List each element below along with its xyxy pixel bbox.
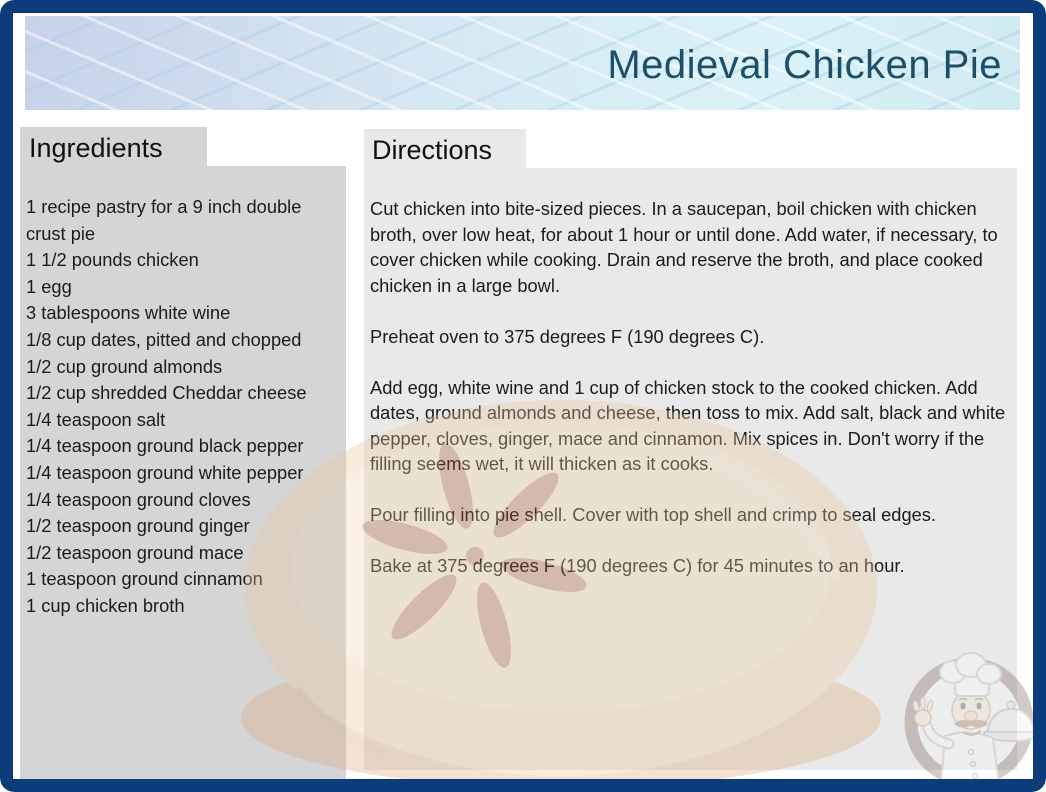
ingredient-item: 1/4 teaspoon ground white pepper <box>26 461 304 483</box>
ingredient-item: 1 1/2 pounds chicken <box>26 249 199 271</box>
ingredient-item: 1/8 cup dates, pitted and chopped <box>26 328 302 350</box>
ingredient-item: 1 egg <box>26 275 72 297</box>
direction-paragraph: Cut chicken into bite-sized pieces. In a saucepan, boil chicken with chicken broth, over low heat, for about 1 hour or until done. Add water, if necessary, to cover chicken while cooking. Drain and reserve the broth, and place cooked chicken in a large bowl. <box>370 198 998 296</box>
direction-paragraph: Preheat oven to 375 degrees F (190 degrees C). <box>370 325 765 347</box>
ingredient-item: 1/2 cup shredded Cheddar cheese <box>26 382 307 404</box>
directions-panel <box>364 168 1017 770</box>
header-band <box>25 16 1020 110</box>
ingredient-item: 1/2 cup ground almonds <box>26 355 223 377</box>
ingredients-panel <box>20 166 346 779</box>
ingredient-item: 1/4 teaspoon salt <box>26 408 166 430</box>
ingredient-item: 1/2 teaspoon ground mace <box>26 541 244 563</box>
ingredient-item: 1/4 teaspoon ground cloves <box>26 488 251 510</box>
ingredient-item: 1 teaspoon ground cinnamon <box>26 568 263 590</box>
direction-paragraph: Bake at 375 degrees F (190 degrees C) for 45 minutes to an hour. <box>370 555 905 576</box>
direction-paragraph: Add egg, white wine and 1 cup of chicken stock to the cooked chicken. Add dates, ground almonds and cheese, then toss to mix. Add salt, black and white pepper, cloves, ginger, mace and cinnamon. Mix spices in. Don't worry if the filling seems wet, it will thicken as it cooks. <box>370 376 1006 474</box>
ingredient-item: 1/2 teaspoon ground ginger <box>26 515 250 537</box>
ingredient-item: 3 tablespoons white wine <box>26 302 231 324</box>
ingredient-item: 1 recipe pastry for a 9 inch double crust pie <box>26 196 302 244</box>
directions-heading: Directions <box>364 129 526 171</box>
direction-paragraph: Pour filling into pie shell. Cover with top shell and crimp to seal edges. <box>370 504 936 525</box>
page-title: Medieval Chicken Pie <box>607 42 1002 87</box>
ingredient-item: 1/4 teaspoon ground black pepper <box>26 435 304 457</box>
ingredient-item: 1 cup chicken broth <box>26 594 185 616</box>
ingredients-heading: Ingredients <box>20 127 207 169</box>
